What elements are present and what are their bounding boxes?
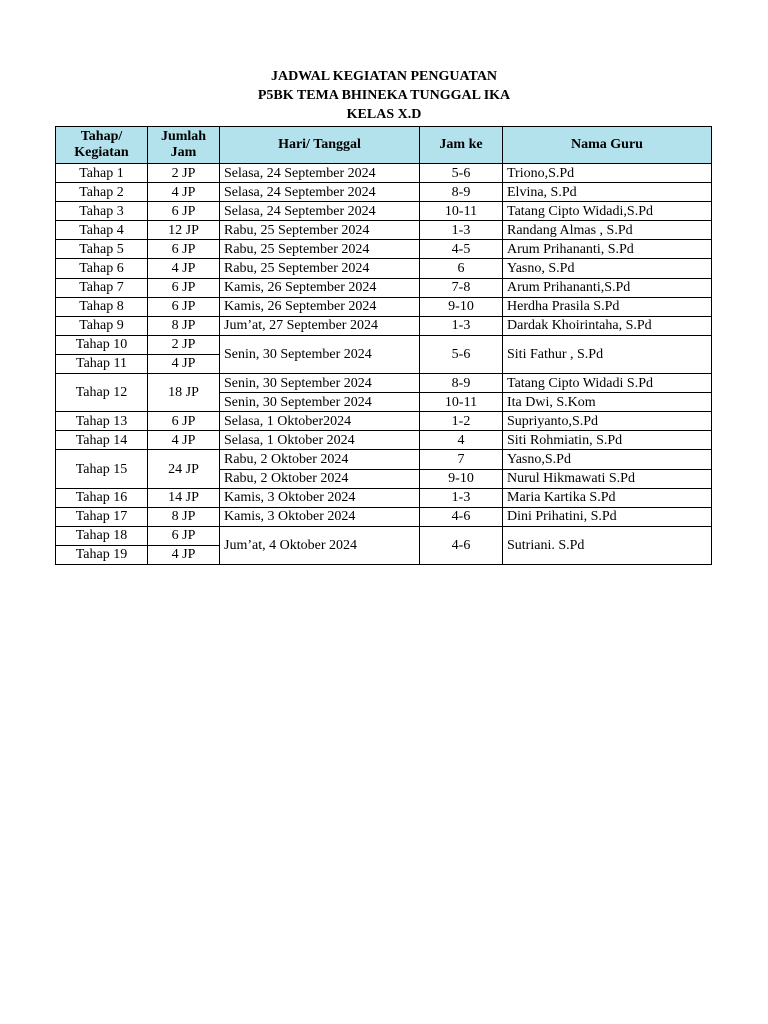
- cell-jam: 8-9: [420, 183, 503, 202]
- cell-tahap: Tahap 13: [56, 412, 148, 431]
- table-row: [56, 507, 712, 526]
- cell-jam: 9-10: [420, 297, 503, 316]
- table-row: [56, 221, 712, 240]
- cell-hari: Kamis, 3 Oktober 2024: [220, 488, 420, 507]
- cell-jam: 9-10: [420, 469, 503, 488]
- cell-guru: Herdha Prasila S.Pd: [503, 297, 712, 316]
- cell-guru: Randang Almas , S.Pd: [503, 221, 712, 240]
- table-row: [56, 240, 712, 259]
- cell-jumlah: 6 JP: [148, 297, 220, 316]
- cell-hari: Selasa, 24 September 2024: [220, 164, 420, 183]
- header-jam: Jam ke: [420, 127, 503, 164]
- header-jumlah: [148, 127, 220, 164]
- schedule-table: [55, 126, 712, 565]
- table-row: [56, 450, 712, 469]
- cell-guru: Siti Fathur , S.Pd: [503, 335, 712, 373]
- cell-guru: Elvina, S.Pd: [503, 183, 712, 202]
- cell-hari: Rabu, 2 Oktober 2024: [220, 450, 420, 469]
- cell-hari: Selasa, 1 Oktober 2024: [220, 431, 420, 450]
- cell-hari: Senin, 30 September 2024: [220, 393, 420, 412]
- cell-hari: Kamis, 26 September 2024: [220, 278, 420, 297]
- cell-jumlah: 6 JP: [148, 278, 220, 297]
- cell-guru: Tatang Cipto Widadi,S.Pd: [503, 202, 712, 221]
- table-row: [56, 412, 712, 431]
- table-row: [56, 335, 712, 354]
- cell-jumlah: 4 JP: [148, 259, 220, 278]
- cell-jumlah: 8 JP: [148, 316, 220, 335]
- cell-tahap: Tahap 8: [56, 297, 148, 316]
- cell-jam: 1-3: [420, 316, 503, 335]
- cell-jumlah: 18 JP: [148, 374, 220, 412]
- cell-hari: Rabu, 25 September 2024: [220, 259, 420, 278]
- cell-jam: 7-8: [420, 278, 503, 297]
- cell-jumlah: 6 JP: [148, 526, 220, 545]
- cell-guru: Arum Prihananti,S.Pd: [503, 278, 712, 297]
- cell-tahap: Tahap 6: [56, 259, 148, 278]
- cell-guru: Ita Dwi, S.Kom: [503, 393, 712, 412]
- cell-tahap: Tahap 10: [56, 335, 148, 354]
- cell-jam: 1-2: [420, 412, 503, 431]
- table-row: [56, 297, 712, 316]
- cell-jam: 1-3: [420, 488, 503, 507]
- cell-jumlah: 2 JP: [148, 335, 220, 354]
- cell-jumlah: 6 JP: [148, 202, 220, 221]
- cell-guru: Triono,S.Pd: [503, 164, 712, 183]
- cell-jam: 4: [420, 431, 503, 450]
- cell-jumlah: 4 JP: [148, 183, 220, 202]
- header-tahap: [56, 127, 148, 164]
- cell-jumlah: 6 JP: [148, 240, 220, 259]
- cell-tahap: Tahap 14: [56, 431, 148, 450]
- table-row: [56, 202, 712, 221]
- table-row: [56, 526, 712, 545]
- cell-jam: 1-3: [420, 221, 503, 240]
- cell-hari: Senin, 30 September 2024: [220, 335, 420, 373]
- title-line-3: KELAS X.D: [346, 107, 422, 122]
- table-row: [56, 183, 712, 202]
- cell-jam: 4-5: [420, 240, 503, 259]
- cell-guru: Yasno, S.Pd: [503, 259, 712, 278]
- cell-guru: Tatang Cipto Widadi S.Pd: [503, 374, 712, 393]
- cell-tahap: Tahap 3: [56, 202, 148, 221]
- cell-tahap: Tahap 15: [56, 450, 148, 488]
- cell-jumlah: 12 JP: [148, 221, 220, 240]
- cell-jam: 6: [420, 259, 503, 278]
- cell-tahap: Tahap 17: [56, 507, 148, 526]
- cell-tahap: Tahap 2: [56, 183, 148, 202]
- cell-jumlah: 4 JP: [148, 354, 220, 373]
- cell-hari: Kamis, 26 September 2024: [220, 297, 420, 316]
- cell-hari: Selasa, 1 Oktober2024: [220, 412, 420, 431]
- cell-guru: Supriyanto,S.Pd: [503, 412, 712, 431]
- table-row: [56, 278, 712, 297]
- cell-tahap: Tahap 18: [56, 526, 148, 545]
- cell-jumlah: 4 JP: [148, 431, 220, 450]
- cell-jam: 7: [420, 450, 503, 469]
- document-title: [0, 67, 768, 124]
- cell-jumlah: 4 JP: [148, 545, 220, 564]
- cell-jam: 8-9: [420, 374, 503, 393]
- cell-jumlah: 14 JP: [148, 488, 220, 507]
- cell-guru: Maria Kartika S.Pd: [503, 488, 712, 507]
- cell-jam: 10-11: [420, 202, 503, 221]
- cell-tahap: Tahap 1: [56, 164, 148, 183]
- cell-tahap: Tahap 12: [56, 374, 148, 412]
- cell-hari: Jum’at, 27 September 2024: [220, 316, 420, 335]
- table-row: [56, 259, 712, 278]
- cell-guru: Siti Rohmiatin, S.Pd: [503, 431, 712, 450]
- cell-hari: Senin, 30 September 2024: [220, 374, 420, 393]
- header-jumlah-line1: Jumlah: [160, 129, 207, 144]
- cell-jumlah: 6 JP: [148, 412, 220, 431]
- table-header-row: [56, 127, 712, 164]
- cell-tahap: Tahap 19: [56, 545, 148, 564]
- cell-jam: 4-6: [420, 507, 503, 526]
- cell-hari: Rabu, 25 September 2024: [220, 221, 420, 240]
- cell-tahap: Tahap 11: [56, 354, 148, 373]
- cell-hari: Rabu, 25 September 2024: [220, 240, 420, 259]
- cell-tahap: Tahap 5: [56, 240, 148, 259]
- table-row: [56, 374, 712, 393]
- cell-guru: Nurul Hikmawati S.Pd: [503, 469, 712, 488]
- header-guru: Nama Guru: [503, 127, 712, 164]
- cell-guru: Yasno,S.Pd: [503, 450, 712, 469]
- cell-jam: 10-11: [420, 393, 503, 412]
- cell-guru: Sutriani. S.Pd: [503, 526, 712, 564]
- header-tahap-line2: Kegiatan: [74, 145, 129, 160]
- cell-guru: Arum Prihananti, S.Pd: [503, 240, 712, 259]
- cell-jam: 5-6: [420, 335, 503, 373]
- title-line-2: P5BK TEMA BHINEKA TUNGGAL IKA: [257, 88, 511, 103]
- cell-tahap: Tahap 9: [56, 316, 148, 335]
- cell-jam: 4-6: [420, 526, 503, 564]
- table-row: [56, 316, 712, 335]
- cell-guru: Dardak Khoirintaha, S.Pd: [503, 316, 712, 335]
- header-tahap-line1: Tahap/: [80, 129, 123, 144]
- table-row: [56, 164, 712, 183]
- cell-tahap: Tahap 16: [56, 488, 148, 507]
- cell-jumlah: 2 JP: [148, 164, 220, 183]
- cell-jumlah: 8 JP: [148, 507, 220, 526]
- header-jumlah-line2: Jam: [170, 145, 197, 160]
- cell-hari: Selasa, 24 September 2024: [220, 183, 420, 202]
- cell-hari: Rabu, 2 Oktober 2024: [220, 469, 420, 488]
- cell-jam: 5-6: [420, 164, 503, 183]
- cell-guru: Dini Prihatini, S.Pd: [503, 507, 712, 526]
- cell-jumlah: 24 JP: [148, 450, 220, 488]
- cell-hari: Kamis, 3 Oktober 2024: [220, 507, 420, 526]
- cell-hari: Selasa, 24 September 2024: [220, 202, 420, 221]
- table-row: [56, 488, 712, 507]
- header-hari: Hari/ Tanggal: [220, 127, 420, 164]
- table-row: [56, 431, 712, 450]
- title-line-1: JADWAL KEGIATAN PENGUATAN: [270, 69, 498, 84]
- cell-hari: Jum’at, 4 Oktober 2024: [220, 526, 420, 564]
- cell-tahap: Tahap 7: [56, 278, 148, 297]
- cell-tahap: Tahap 4: [56, 221, 148, 240]
